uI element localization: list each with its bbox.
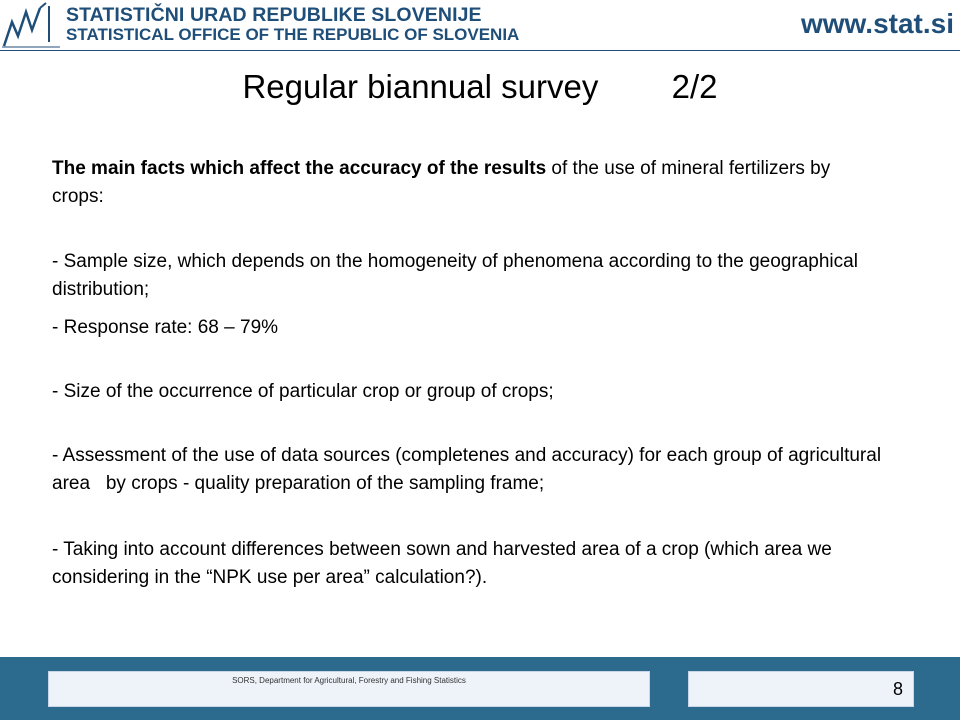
intro-bold-text: The main facts which affect the accuracy of the results: [52, 158, 547, 179]
bullet-sown-harvested: - Taking into account differences between sown and harvested area of a crop (which area we considering in the “NPK use per area” calculation?).: [52, 539, 832, 588]
page-number: 8: [892, 679, 903, 699]
header: [0, 0, 960, 50]
slide-title: Regular biannual survey 2/2: [242, 68, 718, 105]
bullet-sample-size: - Sample size, which depends on the homogeneity of phenomena according to the geographical distribution;: [52, 251, 858, 300]
footer-bar: [0, 657, 960, 720]
footer-page-box: [688, 671, 914, 707]
footer-department-text: SORS, Department for Agricultural, Forestry and Fishing Statistics: [232, 676, 466, 685]
intro-paragraph: [52, 155, 852, 211]
website-link[interactable]: www.stat.si: [800, 8, 954, 39]
bullet-data-sources: - Assessment of the use of data sources (completenes and accuracy) for each group of agricultural area by crops - quality preparation of the sampling frame;: [52, 445, 887, 494]
org-name-slovene: STATISTIČNI URAD REPUBLIKE SLOVENIJE: [66, 4, 482, 26]
sors-logo-icon: [2, 2, 62, 48]
bullet-response-rate: - Response rate: 68 – 79%: [52, 317, 279, 338]
bullet-crop-occurrence: - Size of the occurrence of particular crop or group of crops;: [52, 381, 554, 402]
org-name-english: STATISTICAL OFFICE OF THE REPUBLIC OF SLOVENIA: [66, 25, 520, 44]
intro-text: of the use of mineral fertilizers by crops:: [52, 158, 831, 207]
footer-department-box: [48, 671, 650, 707]
header-divider: [0, 50, 960, 51]
